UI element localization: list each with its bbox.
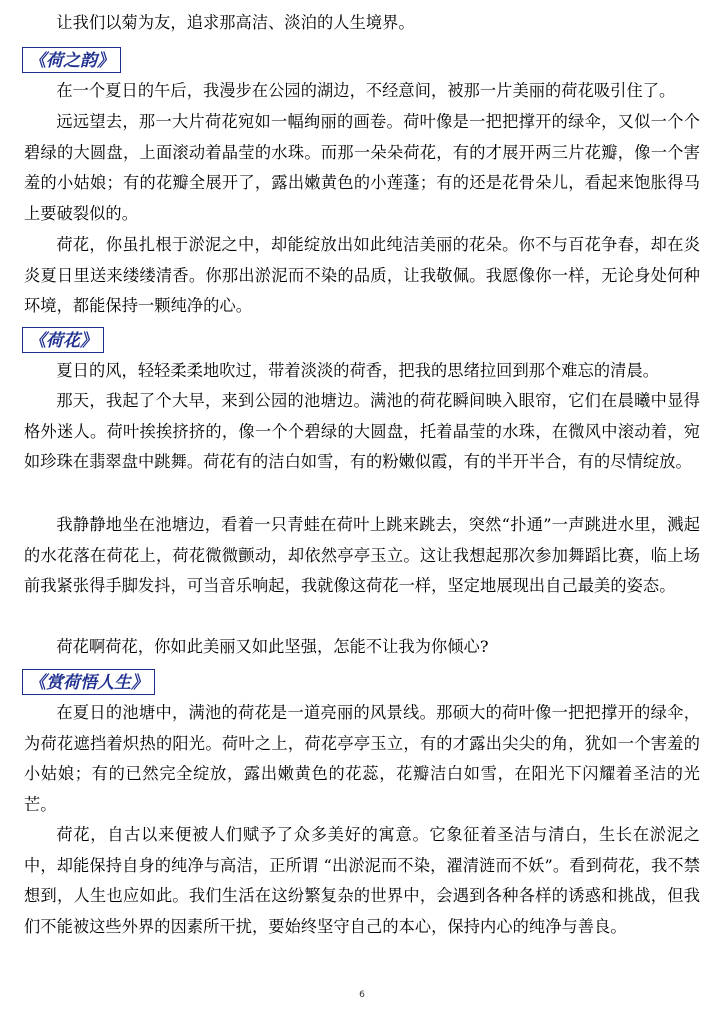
paragraph: 荷花，自古以来便被人们赋予了众多美好的寓意。它象征着圣洁与清白，生长在淤泥之中，却能保持自身的纯净与高洁，正所谓 “出淤泥而不染，濯清涟而不妖”。看到荷花，我不禁想到，人生也应如此。我们生活在这纷繁复杂的世界中，会遇到各种各样的诱惑和挑战，但我们不能被这些外界的因素所干扰，要始终坚守自己的本心，保持内心的纯净与善良。 bbox=[24, 825, 700, 936]
section-title-he-zhi-yun: 《荷之韵》 bbox=[22, 47, 121, 73]
page-number: 6 bbox=[359, 990, 365, 1000]
paragraph: 我静静地坐在池塘边，看着一只青蛙在荷叶上跳来跳去，突然“扑通”一声跳进水里，溅起的水花落在荷花上，荷花微微颤动，却依然亭亭玉立。这让我想起那次参加舞蹈比赛，临上场前我紧张得手脚发抖，可当音乐响起，我就像这荷花一样，坚定地展现出自己最美的姿态。 bbox=[24, 515, 700, 595]
paragraph: 远远望去，那一大片荷花宛如一幅绚丽的画卷。荷叶像是一把把撑开的绿伞，又似一个个碧绿的大圆盘，上面滚动着晶莹的水珠。而那一朵朵荷花，有的才展开两三片花瓣，像一个害羞的小姑娘；有的花瓣全展开了，露出嫩黄色的小莲蓬；有的还是花骨朵儿，看起来饱胀得马上要破裂似的。 bbox=[24, 112, 700, 223]
paragraph: 荷花啊荷花，你如此美丽又如此坚强，怎能不让我为你倾心? bbox=[56, 637, 489, 656]
paragraph: 荷花，你虽扎根于淤泥之中，却能绽放出如此纯洁美丽的花朵。你不与百花争春，却在炎炎夏日里送来缕缕清香。你那出淤泥而不染的品质，让我敬佩。我愿像你一样，无论身处何种环境，都能保持一颗纯净的心。 bbox=[24, 235, 700, 315]
intro-paragraph: 让我们以菊为友，追求那高洁、淡泊的人生境界。 bbox=[56, 13, 415, 32]
section-title-he-hua: 《荷花》 bbox=[22, 327, 104, 353]
paragraph: 那天，我起了个大早，来到公园的池塘边。满池的荷花瞬间映入眼帘，它们在晨曦中显得格外迷人。荷叶挨挨挤挤的，像一个个碧绿的大圆盘，托着晶莹的水珠，在微风中滚动着，宛如珍珠在翡翠盘中跳舞。荷花有的洁白如雪，有的粉嫩似霞，有的半开半合，有的尽情绽放。 bbox=[24, 391, 700, 471]
paragraph: 在夏日的池塘中，满池的荷花是一道亮丽的风景线。那硕大的荷叶像一把把撑开的绿伞，为荷花遮挡着炽热的阳光。荷叶之上，荷花亭亭玉立，有的才露出尖尖的角，犹如一个害羞的小姑娘；有的已然完全绽放，露出嫩黄色的花蕊，花瓣洁白如雪，在阳光下闪耀着圣洁的光芒。 bbox=[24, 703, 700, 814]
paragraph: 在一个夏日的午后，我漫步在公园的湖边，不经意间，被那一片美丽的荷花吸引住了。 bbox=[56, 81, 676, 100]
paragraph: 夏日的风，轻轻柔柔地吹过，带着淡淡的荷香，把我的思绪拉回到那个难忘的清晨。 bbox=[56, 361, 660, 380]
section-title-shang-he-wu-ren-sheng: 《赏荷悟人生》 bbox=[22, 669, 155, 695]
